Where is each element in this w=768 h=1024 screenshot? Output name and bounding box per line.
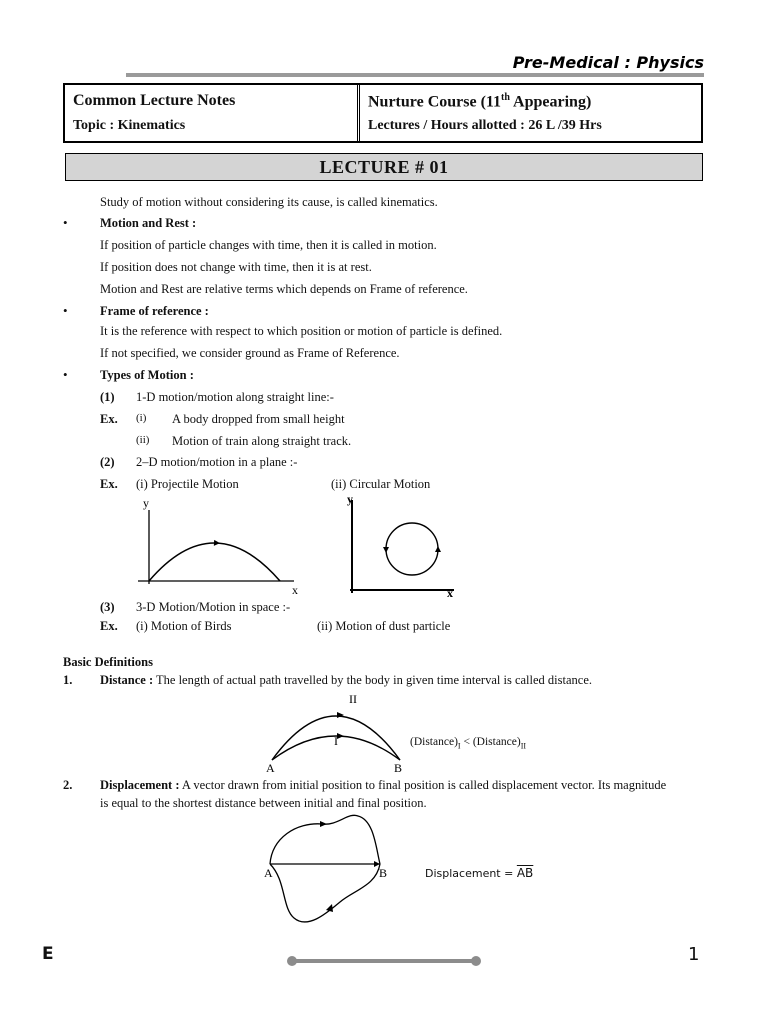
type-3-number: (3)	[100, 600, 115, 614]
axis-x-label: x	[447, 586, 453, 600]
point-b-label: B	[394, 761, 403, 775]
distance-relation	[410, 736, 526, 750]
course-title-post: Appearing)	[509, 92, 592, 110]
example-text: Motion of train along straight track.	[172, 434, 352, 448]
definition-2-continued: is equal to the shortest distance between initial and final position.	[100, 796, 427, 810]
distance-1-sub: I	[457, 741, 461, 751]
motion-rest-line: If position of particle changes with time, then it is called in motion.	[100, 238, 437, 252]
axis-y-label: y	[143, 496, 149, 510]
displacement-formula	[425, 866, 533, 880]
type-1-number: (1)	[100, 390, 115, 404]
example-text: A body dropped from small height	[172, 412, 345, 426]
circular-figure	[340, 490, 460, 600]
lecture-title: LECTURE # 01	[65, 153, 703, 181]
page-number: 1	[688, 944, 700, 965]
course-title	[368, 92, 693, 111]
path-1-label: I	[334, 734, 338, 748]
projectile-figure	[130, 494, 310, 599]
distance-2-sub: II	[520, 741, 527, 751]
point-b-label: B	[379, 866, 388, 880]
axis-y-label: y	[347, 492, 353, 506]
definition-1	[100, 673, 592, 688]
frame-line: It is the reference with respect to which position or motion of particle is defined.	[100, 324, 503, 338]
bullet: •	[63, 215, 68, 230]
intro-text: Study of motion without considering its cause, is called kinematics.	[100, 195, 438, 209]
less-than: <	[460, 736, 473, 748]
displacement-text: A vector drawn from initial position to final position is called displacement vector. Its magnitude	[179, 778, 667, 792]
course-info-right	[360, 85, 701, 141]
example-dust: (ii) Motion of dust particle	[317, 619, 451, 633]
axis-x-label: x	[292, 583, 298, 597]
types-heading: Types of Motion :	[100, 368, 194, 382]
bullet: •	[63, 367, 68, 382]
header-rule	[126, 73, 704, 77]
course-info-left	[65, 85, 360, 141]
distance-figure	[262, 690, 412, 776]
distance-text: The length of actual path travelled by the body in given time interval is called distance.	[153, 673, 592, 687]
path-2-label: II	[349, 692, 357, 706]
displacement-term: Displacement :	[100, 778, 180, 792]
notes-title: Common Lecture Notes	[73, 92, 236, 109]
footer-dot	[287, 956, 297, 966]
basic-definitions-heading: Basic Definitions	[63, 655, 153, 669]
example-circular: (ii) Circular Motion	[331, 477, 431, 491]
displacement-vector: $\overline{AB}$	[516, 866, 534, 880]
course-title-pre: Nurture Course (11	[368, 92, 502, 110]
displacement-label: Displacement =	[425, 867, 517, 880]
running-title: Pre-Medical : Physics	[512, 53, 704, 72]
type-2-number: (2)	[100, 455, 115, 469]
motion-rest-line: If position does not change with time, then it is at rest.	[100, 260, 372, 274]
course-title-sup: th	[501, 91, 510, 103]
hours-allotted: Lectures / Hours allotted : 26 L /39 Hrs	[368, 118, 602, 134]
example-birds: (i) Motion of Birds	[136, 619, 232, 633]
footer-dot	[471, 956, 481, 966]
type-2-text: 2–D motion/motion in a plane :-	[136, 455, 298, 469]
motion-rest-heading: Motion and Rest :	[100, 216, 197, 230]
distance-term: Distance :	[100, 673, 154, 687]
type-1-text: 1-D motion/motion along straight line:-	[136, 390, 334, 404]
frame-line: If not specified, we consider ground as Frame of Reference.	[100, 346, 400, 360]
example-number: (ii)	[136, 434, 150, 446]
example-label: Ex.	[100, 477, 118, 491]
topic-label: Topic : Kinematics	[73, 118, 186, 133]
type-3-text: 3-D Motion/Motion in space :-	[136, 600, 291, 614]
footer-letter: E	[42, 944, 54, 964]
distance-1: (Distance)	[410, 736, 458, 748]
example-label: Ex.	[100, 412, 118, 426]
motion-rest-line: Motion and Rest are relative terms which depends on Frame of reference.	[100, 282, 468, 296]
example-label: Ex.	[100, 619, 118, 633]
footer-bar	[292, 959, 476, 963]
displacement-figure	[258, 808, 408, 930]
distance-2: (Distance)	[472, 736, 521, 748]
frame-heading: Frame of reference :	[100, 304, 209, 318]
point-a-label: A	[266, 761, 275, 775]
example-number: (i)	[136, 412, 147, 424]
course-info-box	[63, 83, 703, 143]
point-a-label: A	[264, 866, 273, 880]
example-projectile: (i) Projectile Motion	[136, 477, 239, 491]
definition-2-number: 2.	[63, 778, 73, 792]
definition-2	[100, 778, 666, 793]
definition-1-number: 1.	[63, 673, 73, 687]
bullet: •	[63, 303, 68, 318]
